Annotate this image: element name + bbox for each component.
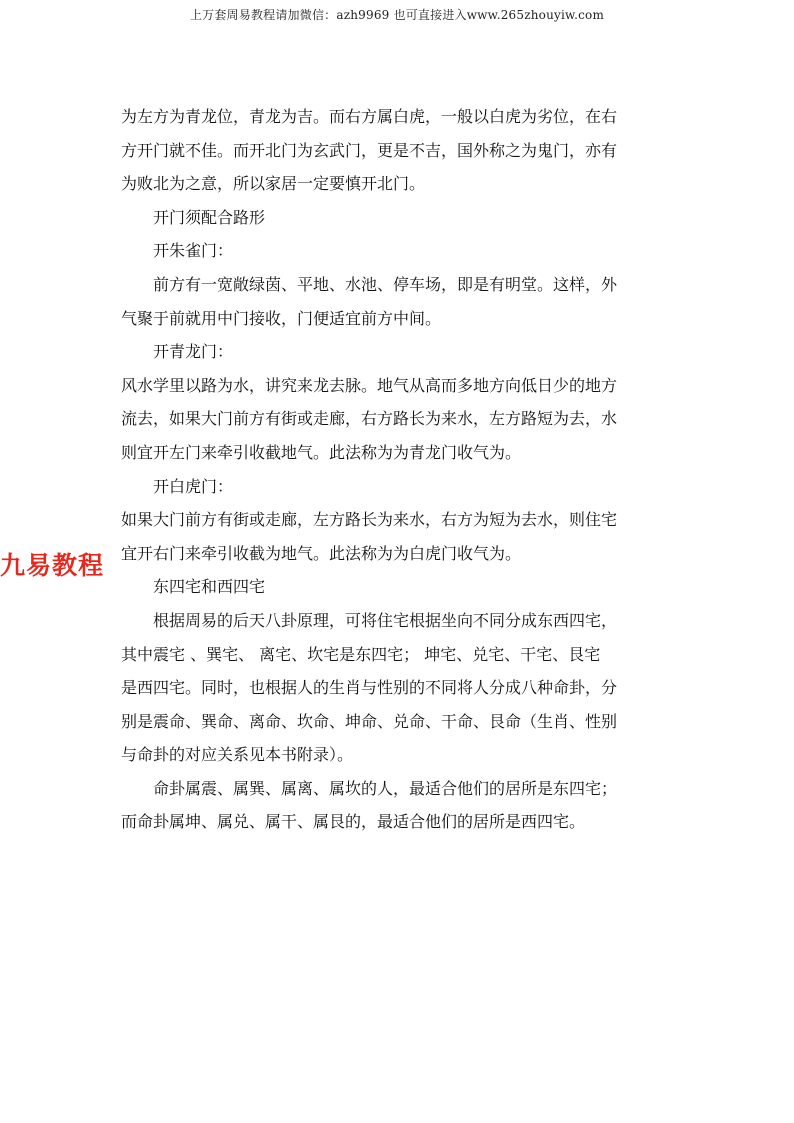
paragraph [121, 335, 677, 369]
text-line: 别是震命、巽命、离命、坎命、坤命、兑命、干命、艮命（生肖、性别 [121, 711, 618, 731]
text-line: 方开门就不佳。而开北门为玄武门，更是不吉，国外称之为鬼门，亦有 [121, 140, 618, 160]
paragraph [121, 570, 677, 604]
text-line: 前方有一宽敞绿茵、平地、水池、停车场，即是有明堂。这样，外 [153, 274, 618, 294]
text-line: 开门须配合路形 [153, 207, 266, 227]
text-line: 为败北为之意，所以家居一定要慎开北门。 [121, 174, 426, 194]
text-line: 开白虎门： [153, 476, 234, 496]
text-line: 其中震宅 、巽宅、 离宅、坎宅是东四宅； 坤宅、兑宅、干宅、艮宅 [121, 644, 601, 664]
text-line: 根据周易的后天八卦原理，可将住宅根据坐向不同分成东西四宅， [153, 610, 618, 630]
paragraph [121, 234, 677, 268]
text-line: 宜开右门来牵引收截为地气。此法称为为白虎门收气为。 [121, 543, 522, 563]
text-line: 东四宅和西四宅 [153, 577, 266, 597]
paragraph [121, 268, 677, 335]
paragraph [121, 369, 677, 470]
paragraph [121, 201, 677, 235]
text-line: 而命卦属坤、属兑、属干、属艮的，最适合他们的居所是西四宅。 [121, 812, 586, 832]
watermark-logo: 九易教程 [0, 551, 105, 580]
paragraph [121, 604, 677, 772]
text-line: 气聚于前就用中门接收，门便适宜前方中间。 [121, 308, 442, 328]
text-line: 与命卦的对应关系见本书附录）。 [121, 745, 354, 765]
text-line: 开青龙门： [153, 342, 234, 362]
text-line: 如果大门前方有街或走廊，左方路长为来水，右方为短为去水，则住宅 [121, 510, 618, 530]
text-line: 风水学里以路为水，讲究来龙去脉。地气从高而多地方向低日少的地方 [121, 375, 618, 395]
text-line: 流去，如果大门前方有街或走廊，右方路长为来水，左方路短为去，水 [121, 409, 618, 429]
text-line: 开朱雀门： [153, 241, 234, 261]
paragraph [121, 772, 677, 839]
text-line: 是西四宅。同时，也根据人的生肖与性别的不同将人分成八种命卦，分 [121, 678, 618, 698]
paragraph [121, 470, 677, 504]
text-line: 则宜开左门来牵引收截地气。此法称为为青龙门收气为。 [121, 442, 522, 462]
text-line: 命卦属震、属巽、属离、属坎的人，最适合他们的居所是东四宅； [153, 778, 618, 798]
document-body [121, 100, 677, 839]
page-header: 上万套周易教程请加微信：azh9969 也可直接进入www.265zhouyiw.com [189, 8, 605, 22]
text-line: 为左方为青龙位，青龙为吉。而右方属白虎，一般以白虎为劣位，在右 [121, 107, 618, 126]
paragraph [121, 503, 677, 570]
paragraph [121, 100, 677, 201]
